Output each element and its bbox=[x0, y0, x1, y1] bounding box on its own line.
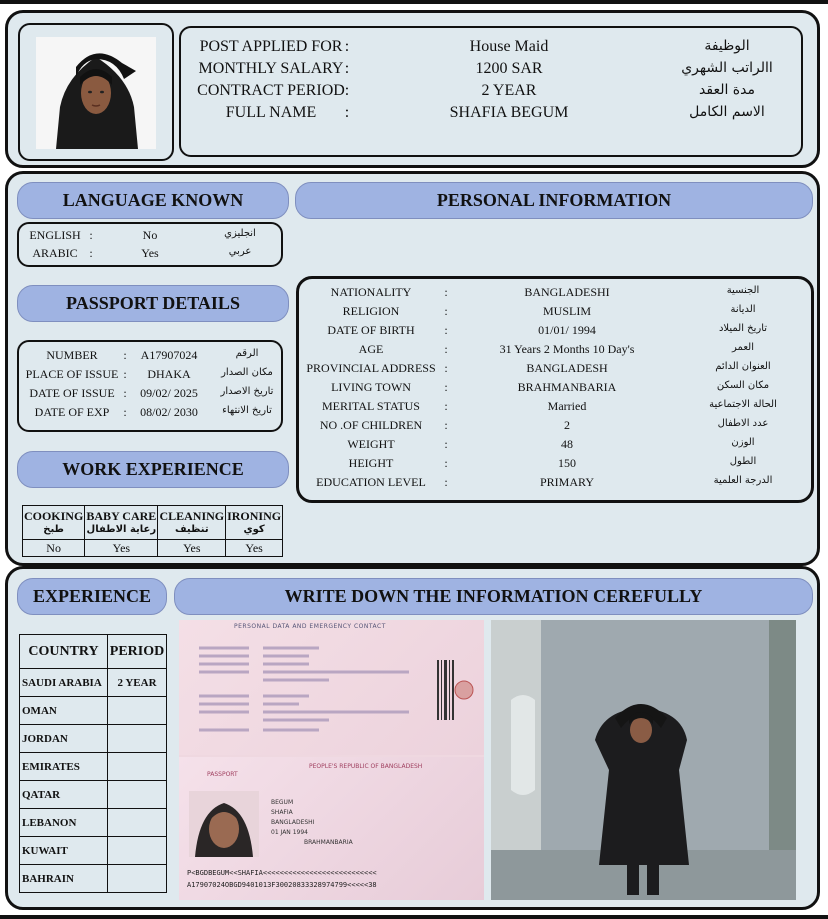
passport-top-lines bbox=[179, 620, 484, 755]
language-row-arabic: انجليزي bbox=[224, 228, 256, 239]
passport-row-arabic: تاريخ الاصدار bbox=[220, 386, 274, 397]
personal-info-row-label: EDUCATION LEVEL bbox=[316, 475, 426, 489]
passport-row-label: NUMBER bbox=[46, 348, 98, 362]
skill-value: Yes bbox=[85, 540, 158, 557]
passport-row-sep: : bbox=[123, 348, 127, 362]
passport-row-arabic: مكان الصدار bbox=[221, 367, 273, 378]
personal-info-row-sep: : bbox=[444, 361, 448, 375]
experience-panel bbox=[5, 566, 820, 910]
personal-info-row-arabic: الوزن bbox=[731, 437, 755, 448]
work-experience-heading: WORK EXPERIENCE bbox=[17, 451, 289, 488]
personal-info-row-sep: : bbox=[444, 456, 448, 470]
passport-box bbox=[17, 340, 283, 432]
experience-heading: EXPERIENCE bbox=[17, 578, 167, 615]
header-panel bbox=[5, 10, 820, 168]
personal-info-row-label: HEIGHT bbox=[348, 456, 394, 470]
experience-period bbox=[108, 725, 167, 753]
personal-info-row-arabic: عدد الاطفال bbox=[717, 418, 769, 429]
experience-period: 2 YEAR bbox=[108, 669, 167, 697]
language-row-sep: : bbox=[89, 246, 93, 260]
skill-name-ar: كوي bbox=[243, 523, 265, 535]
personal-info-row-label: NO .OF CHILDREN bbox=[319, 418, 423, 432]
skill-name-en: CLEANING bbox=[159, 508, 225, 523]
job-field-row-value: 1200 SAR bbox=[475, 60, 543, 77]
personal-info-row-arabic: العمر bbox=[732, 342, 754, 353]
experience-period bbox=[108, 781, 167, 809]
personal-info-row-label: NATIONALITY bbox=[330, 285, 412, 299]
experience-country: EMIRATES bbox=[20, 753, 108, 781]
experience-period bbox=[108, 837, 167, 865]
language-row-label: ARABIC bbox=[32, 246, 78, 260]
skill-value: No bbox=[23, 540, 85, 557]
experience-country: BAHRAIN bbox=[20, 865, 108, 893]
job-field-row-arabic: مدة العقد bbox=[699, 82, 755, 98]
passport-row-sep: : bbox=[123, 386, 127, 400]
top-border bbox=[0, 0, 828, 4]
experience-row bbox=[20, 781, 167, 809]
personal-info-row-arabic: الجنسية bbox=[726, 285, 760, 296]
passport-given-name: SHAFIA bbox=[271, 809, 293, 816]
personal-info-row-sep: : bbox=[444, 285, 448, 299]
profile-photo-frame bbox=[18, 23, 174, 161]
language-row-value: Yes bbox=[141, 246, 159, 260]
job-field-row-label: FULL NAME bbox=[225, 104, 317, 121]
passport-surname: BEGUM bbox=[271, 799, 294, 806]
personal-info-row-sep: : bbox=[444, 342, 448, 356]
personal-info-row-label: PROVINCIAL ADDRESS bbox=[306, 361, 436, 375]
experience-country: KUWAIT bbox=[20, 837, 108, 865]
personal-info-row-arabic: مكان السكن bbox=[716, 380, 770, 391]
experience-row bbox=[20, 697, 167, 725]
passport-bio-page bbox=[179, 757, 484, 900]
personal-info-row-value: 2 bbox=[564, 418, 570, 432]
skill-name-en: BABY CARE bbox=[86, 508, 157, 523]
passport-country-header: PEOPLE'S REPUBLIC OF BANGLADESH bbox=[309, 763, 423, 770]
experience-row bbox=[20, 753, 167, 781]
personal-info-row-label: MERITAL STATUS bbox=[322, 399, 420, 413]
passport-top-header: PERSONAL DATA AND EMERGENCY CONTACT bbox=[234, 623, 386, 630]
job-field-row-sep: : bbox=[344, 82, 350, 99]
personal-info-row-arabic: تاريخ الميلاد bbox=[718, 323, 768, 334]
passport-row-value: A17907024 bbox=[140, 348, 198, 362]
passport-row bbox=[19, 405, 281, 427]
personal-info-row-value: BANGLADESHI bbox=[524, 285, 610, 299]
passport-row-sep: : bbox=[123, 367, 127, 381]
experience-period bbox=[108, 753, 167, 781]
job-field-row-sep: : bbox=[344, 60, 350, 77]
write-carefully-heading: WRITE DOWN THE INFORMATION CEREFULLY bbox=[174, 578, 813, 615]
job-field-row-sep: : bbox=[344, 38, 350, 55]
personal-info-row-sep: : bbox=[444, 323, 448, 337]
job-field-row-arabic: الاسم الكامل bbox=[689, 104, 765, 120]
skill-name-en: COOKING bbox=[23, 508, 84, 523]
personal-info-row-sep: : bbox=[444, 437, 448, 451]
experience-country: SAUDI ARABIA bbox=[20, 669, 108, 697]
experience-row bbox=[20, 725, 167, 753]
personal-info-box bbox=[296, 276, 814, 503]
skill-name-en: IRONING bbox=[227, 508, 282, 523]
passport-row-label: DATE OF ISSUE bbox=[29, 386, 115, 400]
skill-header bbox=[23, 506, 85, 540]
personal-info-row-arabic: العنوان الدائم bbox=[715, 361, 771, 372]
period-column-header: PERIOD bbox=[108, 635, 167, 669]
details-panel bbox=[5, 171, 820, 566]
personal-info-row-sep: : bbox=[444, 380, 448, 394]
passport-dob: 01 JAN 1994 bbox=[271, 829, 308, 836]
job-field-row-label: MONTHLY SALARY bbox=[198, 60, 344, 77]
language-row-label: ENGLISH bbox=[29, 228, 81, 242]
passport-row-value: 09/02/ 2025 bbox=[140, 386, 198, 400]
skill-value: Yes bbox=[226, 540, 283, 557]
personal-info-row-value: BANGLADESH bbox=[526, 361, 608, 375]
personal-info-row-label: LIVING TOWN bbox=[331, 380, 411, 394]
skill-name-ar: تنظيف bbox=[175, 523, 209, 535]
skill-name-ar: طبخ bbox=[43, 523, 64, 535]
job-field-row bbox=[181, 82, 801, 104]
skill-value: Yes bbox=[158, 540, 226, 557]
passport-holder-photo bbox=[189, 791, 259, 857]
passport-row-value: 08/02/ 2030 bbox=[140, 405, 198, 419]
personal-info-row-label: RELIGION bbox=[342, 304, 400, 318]
passport-nationality: BANGLADESHI bbox=[271, 819, 315, 826]
job-field-row-arabic: االراتب الشهري bbox=[681, 60, 773, 76]
personal-info-row-sep: : bbox=[444, 304, 448, 318]
full-body-photo bbox=[491, 620, 796, 900]
personal-info-row-sep: : bbox=[444, 418, 448, 432]
language-row-value: No bbox=[142, 228, 158, 242]
language-known-heading: LANGUAGE KNOWN bbox=[17, 182, 289, 219]
job-field-row-sep: : bbox=[344, 104, 350, 121]
language-box bbox=[17, 222, 283, 267]
personal-info-row-arabic: الدرجة العلمية bbox=[713, 475, 773, 486]
personal-info-row-arabic: الديانة bbox=[730, 304, 756, 315]
experience-row bbox=[20, 837, 167, 865]
personal-info-row bbox=[299, 475, 811, 497]
personal-info-row-arabic: الحالة الاجتماعية bbox=[709, 399, 777, 410]
skill-name-ar: رعاية الاطفال bbox=[86, 523, 157, 535]
personal-info-row-value: Married bbox=[547, 399, 587, 413]
job-field-row-label: CONTRACT PERIOD bbox=[197, 82, 345, 99]
experience-country: QATAR bbox=[20, 781, 108, 809]
skill-header bbox=[85, 506, 158, 540]
job-field-row-value: House Maid bbox=[469, 38, 549, 55]
passport-mrz-line-1: P<BGDBEGUM<<SHAFIA<<<<<<<<<<<<<<<<<<<<<<<<<<< bbox=[187, 869, 377, 877]
passport-row-value: DHAKA bbox=[147, 367, 191, 381]
language-row-arabic: عربي bbox=[228, 246, 252, 257]
personal-info-row-arabic: الطول bbox=[729, 456, 757, 467]
personal-info-row-label: DATE OF BIRTH bbox=[327, 323, 415, 337]
passport-details-heading: PASSPORT DETAILS bbox=[17, 285, 289, 322]
job-field-row-value: SHAFIA BEGUM bbox=[449, 104, 569, 121]
country-experience-table bbox=[19, 634, 167, 893]
job-field-row-label: POST APPLIED FOR bbox=[199, 38, 343, 55]
passport-label: PASSPORT bbox=[207, 771, 238, 778]
passport-mrz-line-2: A17907024OBGD9401013F30020833328974799<<<<<38 bbox=[187, 881, 377, 889]
job-field-row bbox=[181, 60, 801, 82]
bottom-border bbox=[0, 915, 828, 919]
personal-info-row-value: MUSLIM bbox=[542, 304, 592, 318]
job-summary-box bbox=[179, 26, 803, 157]
personal-info-row-label: AGE bbox=[358, 342, 384, 356]
passport-row-label: DATE OF EXP bbox=[34, 405, 110, 419]
experience-row bbox=[20, 865, 167, 893]
personal-info-row-label: WEIGHT bbox=[347, 437, 395, 451]
experience-period bbox=[108, 697, 167, 725]
personal-info-row-value: 31 Years 2 Months 10 Day's bbox=[499, 342, 635, 356]
profile-photo bbox=[36, 37, 156, 149]
personal-info-row-value: 01/01/ 1994 bbox=[538, 323, 596, 337]
experience-row bbox=[20, 809, 167, 837]
country-column-header: COUNTRY bbox=[20, 635, 108, 669]
job-field-row bbox=[181, 38, 801, 60]
personal-info-row-sep: : bbox=[444, 475, 448, 489]
passport-row-label: PLACE OF ISSUE bbox=[25, 367, 119, 381]
skill-header bbox=[226, 506, 283, 540]
passport-data-page-top bbox=[179, 620, 484, 755]
skill-header bbox=[158, 506, 226, 540]
experience-row bbox=[20, 669, 167, 697]
personal-info-row-value: PRIMARY bbox=[539, 475, 595, 489]
skills-table bbox=[22, 505, 283, 557]
language-row-sep: : bbox=[89, 228, 93, 242]
personal-information-heading: PERSONAL INFORMATION bbox=[295, 182, 813, 219]
personal-info-row-value: BRAHMANBARIA bbox=[517, 380, 617, 394]
passport-row-sep: : bbox=[123, 405, 127, 419]
passport-row-arabic: الرقم bbox=[235, 348, 259, 359]
experience-country: LEBANON bbox=[20, 809, 108, 837]
personal-info-row-sep: : bbox=[444, 399, 448, 413]
passport-place: BRAHMANBARIA bbox=[304, 839, 353, 846]
job-field-row-value: 2 YEAR bbox=[481, 82, 537, 99]
experience-country: JORDAN bbox=[20, 725, 108, 753]
experience-period bbox=[108, 865, 167, 893]
experience-country: OMAN bbox=[20, 697, 108, 725]
personal-info-row-value: 150 bbox=[558, 456, 576, 470]
job-field-row-arabic: الوظيفة bbox=[704, 38, 750, 54]
language-row bbox=[19, 246, 281, 268]
passport-scan-image bbox=[179, 620, 484, 900]
personal-info-row-value: 48 bbox=[561, 437, 573, 451]
job-field-row bbox=[181, 104, 801, 126]
experience-period bbox=[108, 809, 167, 837]
passport-row-arabic: تاريخ الانتهاء bbox=[222, 405, 272, 416]
